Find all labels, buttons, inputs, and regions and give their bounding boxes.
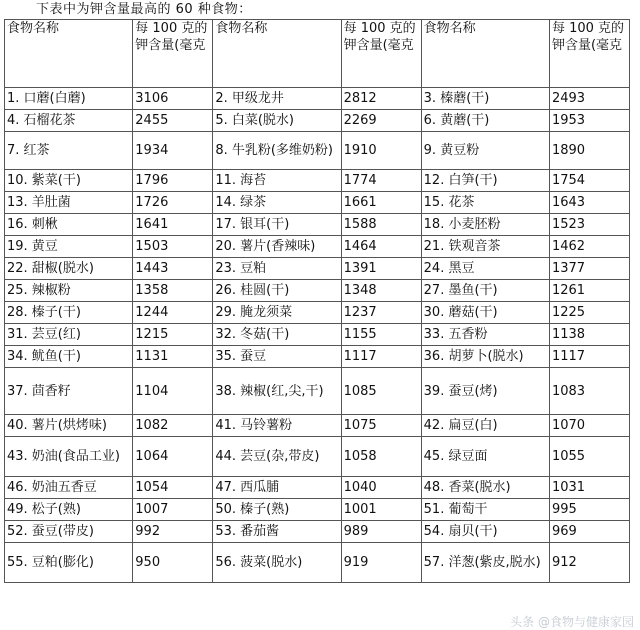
- food-name-cell: 55. 豆粕(膨化): [5, 543, 133, 583]
- potassium-value-cell: 1261: [549, 280, 629, 302]
- food-name-cell: 43. 奶油(食品工业): [5, 437, 133, 477]
- potassium-table: [4, 19, 630, 583]
- potassium-value-cell: 1391: [341, 258, 421, 280]
- potassium-value-cell: 989: [341, 521, 421, 543]
- food-name-cell: 30. 蘑菇(干): [421, 302, 549, 324]
- potassium-value-cell: 1064: [133, 437, 213, 477]
- table-body: [5, 88, 630, 583]
- food-name-cell: 9. 黄豆粉: [421, 132, 549, 170]
- food-name-cell: 33. 五香粉: [421, 324, 549, 346]
- food-name-cell: 25. 辣椒粉: [5, 280, 133, 302]
- potassium-value-cell: 1443: [133, 258, 213, 280]
- potassium-value-cell: 1588: [341, 214, 421, 236]
- food-name-cell: 40. 薯片(烘烤味): [5, 415, 133, 437]
- food-name-cell: 8. 牛乳粉(多维奶粉): [213, 132, 341, 170]
- potassium-value-cell: 1953: [549, 110, 629, 132]
- table-row: [5, 324, 630, 346]
- food-name-cell: 41. 马铃薯粉: [213, 415, 341, 437]
- potassium-value-cell: 1462: [549, 236, 629, 258]
- potassium-value-cell: 912: [549, 543, 629, 583]
- food-name-cell: 23. 豆粕: [213, 258, 341, 280]
- food-name-cell: 1. 口蘑(白蘑): [5, 88, 133, 110]
- watermark: 头条 @食物与健康家园: [510, 615, 634, 629]
- table-row: [5, 280, 630, 302]
- food-name-cell: 45. 绿豆面: [421, 437, 549, 477]
- potassium-value-cell: 1075: [341, 415, 421, 437]
- food-name-cell: 49. 松子(熟): [5, 499, 133, 521]
- potassium-value-cell: 1934: [133, 132, 213, 170]
- table-row: [5, 437, 630, 477]
- food-name-cell: 12. 白笋(干): [421, 170, 549, 192]
- potassium-value-cell: 1377: [549, 258, 629, 280]
- food-name-cell: 28. 榛子(干): [5, 302, 133, 324]
- table-row: [5, 236, 630, 258]
- food-name-cell: 13. 羊肚菌: [5, 192, 133, 214]
- potassium-value-cell: 1054: [133, 477, 213, 499]
- food-name-cell: 10. 紫菜(干): [5, 170, 133, 192]
- header-food-name: 食物名称: [5, 20, 133, 88]
- potassium-value-cell: 1131: [133, 346, 213, 368]
- header-potassium: 每 100 克的钾含量(毫克: [133, 20, 213, 88]
- food-name-cell: 15. 花茶: [421, 192, 549, 214]
- food-name-cell: 29. 腌龙须菜: [213, 302, 341, 324]
- food-name-cell: 21. 铁观音茶: [421, 236, 549, 258]
- potassium-value-cell: 1244: [133, 302, 213, 324]
- food-name-cell: 42. 扁豆(白): [421, 415, 549, 437]
- potassium-value-cell: 995: [549, 499, 629, 521]
- header-food-name: 食物名称: [213, 20, 341, 88]
- food-name-cell: 4. 石榴花茶: [5, 110, 133, 132]
- potassium-value-cell: 1058: [341, 437, 421, 477]
- potassium-value-cell: 2493: [549, 88, 629, 110]
- header-row: [5, 20, 630, 88]
- potassium-value-cell: 1754: [549, 170, 629, 192]
- food-name-cell: 51. 葡萄干: [421, 499, 549, 521]
- potassium-value-cell: 992: [133, 521, 213, 543]
- table-row: [5, 214, 630, 236]
- table-row: [5, 477, 630, 499]
- potassium-value-cell: 1726: [133, 192, 213, 214]
- food-name-cell: 5. 白菜(脱水): [213, 110, 341, 132]
- potassium-value-cell: 1040: [341, 477, 421, 499]
- food-name-cell: 54. 扇贝(干): [421, 521, 549, 543]
- food-name-cell: 57. 洋葱(紫皮,脱水): [421, 543, 549, 583]
- food-name-cell: 6. 黄蘑(干): [421, 110, 549, 132]
- potassium-value-cell: 1155: [341, 324, 421, 346]
- table-row: [5, 132, 630, 170]
- potassium-value-cell: 1117: [549, 346, 629, 368]
- food-name-cell: 18. 小麦胚粉: [421, 214, 549, 236]
- potassium-value-cell: 1083: [549, 368, 629, 415]
- potassium-value-cell: 1104: [133, 368, 213, 415]
- table-row: [5, 170, 630, 192]
- food-name-cell: 44. 芸豆(杂,带皮): [213, 437, 341, 477]
- header-food-name: 食物名称: [421, 20, 549, 88]
- food-name-cell: 26. 桂圆(干): [213, 280, 341, 302]
- potassium-value-cell: 1503: [133, 236, 213, 258]
- table-row: [5, 258, 630, 280]
- potassium-value-cell: 1117: [341, 346, 421, 368]
- potassium-value-cell: 1138: [549, 324, 629, 346]
- table-row: [5, 415, 630, 437]
- potassium-value-cell: 1082: [133, 415, 213, 437]
- header-potassium: 每 100 克的钾含量(毫克: [341, 20, 421, 88]
- food-name-cell: 47. 西瓜脯: [213, 477, 341, 499]
- food-name-cell: 2. 甲级龙井: [213, 88, 341, 110]
- food-name-cell: 48. 香菜(脱水): [421, 477, 549, 499]
- potassium-value-cell: 1910: [341, 132, 421, 170]
- potassium-value-cell: 1358: [133, 280, 213, 302]
- food-name-cell: 52. 蚕豆(带皮): [5, 521, 133, 543]
- header-potassium: 每 100 克的钾含量(毫克: [549, 20, 629, 88]
- food-name-cell: 32. 冬菇(干): [213, 324, 341, 346]
- food-name-cell: 22. 甜椒(脱水): [5, 258, 133, 280]
- food-name-cell: 27. 墨鱼(干): [421, 280, 549, 302]
- food-name-cell: 20. 薯片(香辣味): [213, 236, 341, 258]
- potassium-value-cell: 1001: [341, 499, 421, 521]
- table-row: [5, 368, 630, 415]
- potassium-value-cell: 1070: [549, 415, 629, 437]
- food-name-cell: 11. 海苔: [213, 170, 341, 192]
- potassium-value-cell: 1643: [549, 192, 629, 214]
- potassium-value-cell: 950: [133, 543, 213, 583]
- potassium-value-cell: 1464: [341, 236, 421, 258]
- potassium-value-cell: 1085: [341, 368, 421, 415]
- potassium-value-cell: 3106: [133, 88, 213, 110]
- potassium-value-cell: 1215: [133, 324, 213, 346]
- table-row: [5, 346, 630, 368]
- potassium-value-cell: 1774: [341, 170, 421, 192]
- food-name-cell: 7. 红茶: [5, 132, 133, 170]
- food-name-cell: 38. 辣椒(红,尖,干): [213, 368, 341, 415]
- food-name-cell: 35. 蚕豆: [213, 346, 341, 368]
- food-name-cell: 16. 刺楸: [5, 214, 133, 236]
- potassium-value-cell: 1661: [341, 192, 421, 214]
- table-row: [5, 110, 630, 132]
- potassium-value-cell: 1796: [133, 170, 213, 192]
- potassium-value-cell: 1641: [133, 214, 213, 236]
- potassium-value-cell: 1007: [133, 499, 213, 521]
- potassium-value-cell: 969: [549, 521, 629, 543]
- table-row: [5, 543, 630, 583]
- food-name-cell: 39. 蚕豆(烤): [421, 368, 549, 415]
- food-name-cell: 56. 菠菜(脱水): [213, 543, 341, 583]
- potassium-value-cell: 2269: [341, 110, 421, 132]
- potassium-value-cell: 2812: [341, 88, 421, 110]
- food-name-cell: 34. 鱿鱼(干): [5, 346, 133, 368]
- potassium-value-cell: 1348: [341, 280, 421, 302]
- food-name-cell: 24. 黑豆: [421, 258, 549, 280]
- food-name-cell: 50. 榛子(熟): [213, 499, 341, 521]
- food-name-cell: 36. 胡萝卜(脱水): [421, 346, 549, 368]
- food-name-cell: 3. 榛蘑(干): [421, 88, 549, 110]
- food-name-cell: 53. 番茄酱: [213, 521, 341, 543]
- table-row: [5, 88, 630, 110]
- food-name-cell: 17. 银耳(干): [213, 214, 341, 236]
- potassium-value-cell: 1225: [549, 302, 629, 324]
- food-name-cell: 46. 奶油五香豆: [5, 477, 133, 499]
- potassium-value-cell: 1890: [549, 132, 629, 170]
- table-row: [5, 302, 630, 324]
- food-name-cell: 19. 黄豆: [5, 236, 133, 258]
- potassium-value-cell: 1031: [549, 477, 629, 499]
- table-row: [5, 192, 630, 214]
- food-name-cell: 31. 芸豆(红): [5, 324, 133, 346]
- table-row: [5, 521, 630, 543]
- food-name-cell: 14. 绿茶: [213, 192, 341, 214]
- potassium-value-cell: 1237: [341, 302, 421, 324]
- potassium-value-cell: 2455: [133, 110, 213, 132]
- potassium-value-cell: 1523: [549, 214, 629, 236]
- food-name-cell: 37. 茴香籽: [5, 368, 133, 415]
- potassium-value-cell: 1055: [549, 437, 629, 477]
- table-caption: 下表中为钾含量最高的 60 种食物：: [36, 2, 252, 17]
- potassium-value-cell: 919: [341, 543, 421, 583]
- table-row: [5, 499, 630, 521]
